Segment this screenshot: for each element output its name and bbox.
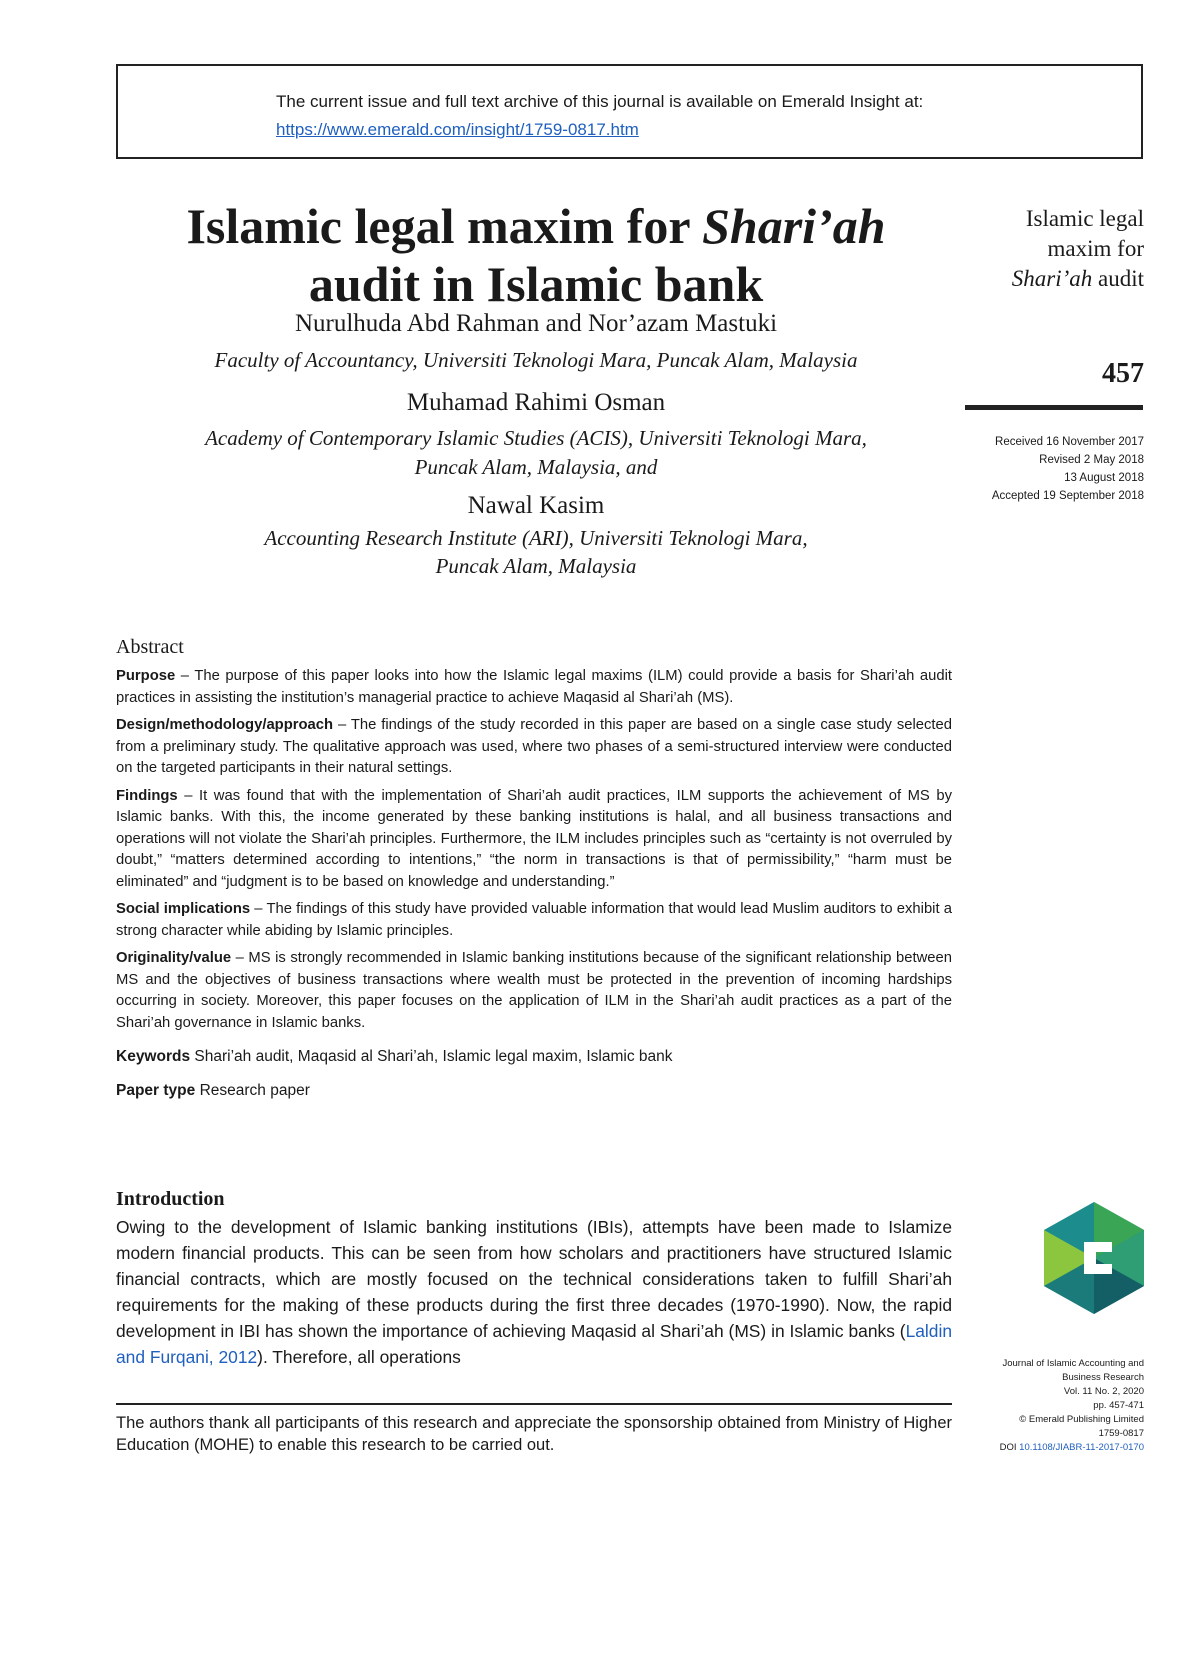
author-affiliation-3-line2: Puncak Alam, Malaysia [435,554,637,578]
findings-text: – It was found that with the implementation of Shari’ah audit practices, ILM supports the achievement of MS by Islamic banks. With this, the income generated by these banking institutions is halal, and all business transactions and operations will not violate the Shari’ah principles. Furthermore, the ILM includes principles such as “certainty is not overruled by doubt,” “matters determined according to intentions,” “the norm in transactions is that of permissibility,” “harm must be eliminated” and “judgment is to be based on knowledge and understanding.” [116,787,952,890]
acknowledgement-footnote: The authors thank all participants of this research and appreciate the sponsorship obtained from Ministry of Higher Education (MOHE) to enable this research to be carried out. [116,1414,952,1454]
journal-pages: pp. 457-471 [1093,1400,1144,1411]
accepted-date: Accepted 19 September 2018 [991,490,1144,502]
keywords-label: Keywords [116,1048,191,1065]
findings-label: Findings [116,787,178,804]
keywords-line [116,1046,952,1068]
received-dates [940,433,1144,505]
title-part2: audit in Islamic bank [308,256,764,312]
running-title [960,204,1144,294]
abstract-heading: Abstract [116,636,184,658]
journal-name-line1: Journal of Islamic Accounting and [1002,1358,1144,1369]
revised-date-1: Revised 2 May 2018 [1039,454,1144,466]
running-title-italic: Shari’ah [1011,266,1093,291]
abstract-body [116,666,952,1102]
introduction-heading: Introduction [116,1188,225,1210]
abstract-originality [116,948,952,1034]
author-names-1: Nurulhuda Abd Rahman and Nor’azam Mastuki [294,310,778,337]
archive-link[interactable]: https://www.emerald.com/insight/1759-0817.htm [276,120,639,139]
journal-doi [940,1441,1144,1455]
social-label: Social implications [116,901,251,917]
running-title-end: audit [1092,266,1144,291]
abstract-purpose [116,666,952,709]
abstract-design [116,715,952,780]
paper-type-line [116,1080,952,1102]
doi-label: DOI [999,1442,1020,1453]
received-date: Received 16 November 2017 [995,436,1144,448]
header-box [116,64,1143,159]
revised-date-2: 13 August 2018 [1064,472,1144,484]
author-affiliation-2-line2: Puncak Alam, Malaysia, and [414,455,658,479]
originality-text: – MS is strongly recommended in Islamic banking institutions because of the significant relationship between MS and the objectives of business transactions where wealth must be protected in the prevention of incoming hardships occurring in society. Moreover, this paper focuses on the application of ILM in the Shari’ah audit practices as a part of the Shari’ah governance in Islamic banks. [116,950,952,1031]
author-names-2: Muhamad Rahimi Osman [406,389,666,416]
journal-info [940,1357,1144,1455]
introduction-body [116,1214,952,1370]
abstract-social [116,899,952,942]
abstract-findings [116,786,952,894]
journal-name-line2: Business Research [1062,1372,1144,1383]
author-affiliation-1: Faculty of Accountancy, Universiti Teknologi Mara, Puncak Alam, Malaysia [214,348,858,372]
paper-type-label: Paper type [116,1082,196,1099]
author-affiliation-3-line1: Accounting Research Institute (ARI), Universiti Teknologi Mara, [264,526,808,550]
keywords-text: Shari’ah audit, Maqasid al Shari’ah, Islamic legal maxim, Islamic bank [190,1048,673,1065]
archive-text: The current issue and full text archive of this journal is available on Emerald Insight at: [276,92,924,111]
paper-title [116,197,956,313]
journal-volume: Vol. 11 No. 2, 2020 [1063,1386,1144,1397]
citation-link[interactable]: Laldin and Furqani, 2012 [116,1321,952,1367]
journal-publisher: © Emerald Publishing Limited [1019,1414,1144,1425]
title-part1: Islamic legal maxim for [186,198,703,254]
page-number: 457 [1102,358,1144,389]
paper-type-text: Research paper [195,1082,310,1099]
design-label: Design/methodology/approach [116,717,334,733]
originality-label: Originality/value [116,950,232,966]
author-affiliation-2-line1: Academy of Contemporary Islamic Studies (ACIS), Universiti Teknologi Mara, [205,426,867,450]
footnote-divider [116,1403,952,1405]
doi-link[interactable]: 10.1108/JIABR-11-2017-0170 [1019,1442,1144,1453]
header-text [276,88,923,144]
title-italic: Shari’ah [702,198,886,254]
intro-text-1: Owing to the development of Islamic banking institutions (IBIs), attempts have been made to Islamize modern financial products. This can be seen from how scholars and practitioners have structured Islamic financial contracts, which are mostly focused on the technical considerations taken to fulfill Shari’ah requirements for the making of these products during the first three decades (1970-1990). Now, the rapid development in IBI has shown the importance of achieving Maqasid al Shari’ah (MS) in Islamic banks ( [116,1217,952,1341]
author-names-3: Nawal Kasim [467,492,605,519]
running-title-line1: Islamic legal [1025,206,1144,231]
purpose-text: – The purpose of this paper looks into how the Islamic legal maxims (ILM) could provide a basis for Shari’ah audit practices in assisting the institution’s managerial practice to achieve Maqasid al Shari’ah (MS). [116,668,952,706]
introduction-paragraph [116,1214,952,1370]
intro-text-2: ). Therefore, all operations [257,1347,461,1367]
running-title-line2: maxim for [1047,236,1144,261]
purpose-label: Purpose [116,668,176,684]
design-text: – The findings of the study recorded in this paper are based on a single case study selected from a preliminary study. The qualitative approach was used, where two phases of a semi-structured interview were conducted on the targeted participants in their natural settings. [116,717,952,776]
social-text: – The findings of this study have provided valuable information that would lead Muslim auditors to exhibit a strong character while abiding by Islamic principles. [116,901,952,939]
emerald-publishing-logo-icon [1044,1202,1144,1314]
journal-issn: 1759-0817 [1098,1428,1144,1439]
margin-divider [965,405,1143,410]
